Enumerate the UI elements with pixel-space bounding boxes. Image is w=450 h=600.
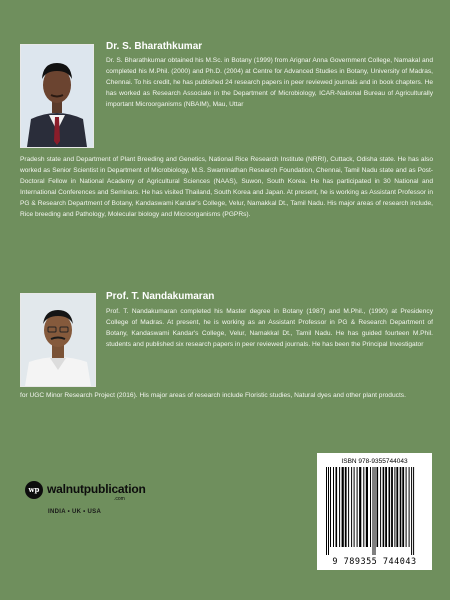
isbn-label: ISBN 978-9355744043 — [341, 458, 408, 465]
author2-bio-bottom: for UGC Minor Research Project (2016). His major areas of research include Floristic studies, Natural dyes and other plant products. — [20, 392, 406, 399]
author2-photo — [20, 293, 96, 387]
publisher-locations: INDIA • UK • USA — [48, 509, 102, 515]
barcode-digits: 9 789355 744043 — [332, 557, 417, 567]
author1-photo — [20, 44, 94, 148]
publisher-name: walnutpublication — [47, 482, 146, 496]
author2-name: Prof. T. Nandakumaran — [106, 291, 215, 302]
publisher-logo-icon — [25, 481, 43, 499]
author2-bio-top: Prof. T. Nandakumaran completed his Master degree in Botany (1987) and M.Phil., (1990) at Presidency College of Madras. At present, he is working as an Assistant Professor in PG & Research Department of Botany, Kandaswami Kandar's College, Velur, Namakkal Dt., Tamil Nadu. He has guided fourteen M.Phil. students and published six research papers in peer reviewed journals. He has been the Principal Investigator — [106, 308, 433, 348]
barcode-bars — [326, 467, 423, 555]
isbn-barcode — [317, 453, 432, 570]
publisher-domain: .com — [114, 496, 125, 502]
publisher-logo-mark: wp — [28, 485, 40, 494]
author1-bio-top: Dr. S. Bharathkumar obtained his M.Sc. in Botany (1999) from Arignar Anna Government College, Namakal and completed his M.Phil. (2000) and Ph.D. (2004) at Centre for Advanced Studies in Botany, University of Madras, Chennai. To his credit, he has published 24 research papers in peer reviewed journals and in book chapters. He has worked as Research Associate in the Department of Microbiology, ICAR-National Bureau of Agriculturally important Microorganisms (NBAIM), Mau, Uttar — [106, 57, 433, 108]
author1-bio-bottom: Pradesh state and Department of Plant Breeding and Genetics, National Rice Research Institute (NRRI), Cuttack, Odisha state. He has also worked as Senior Scientist in Department of Microbiology, M.S. Swaminathan Research Foundation, Chennai, Tamil Nadu state and as Post-Doctoral Fellow in National Academy of Agricultural Sciences (NAAS), Suwon, South Korea. He has participated in 30 National and International Conferences and Seminars. He has visited Thailand, South Korea and Japan. At present, he is working as Assistant Professor in PG & Research Department of Botany, Kandaswami Kandar's College, Velur, Namakkal Dt., Tamil Nadu. His major areas of research include, Rice breeding and Pathology, Molecular biology and Microorganisms (PGPRs). — [20, 156, 433, 218]
author1-name: Dr. S. Bharathkumar — [106, 41, 203, 52]
